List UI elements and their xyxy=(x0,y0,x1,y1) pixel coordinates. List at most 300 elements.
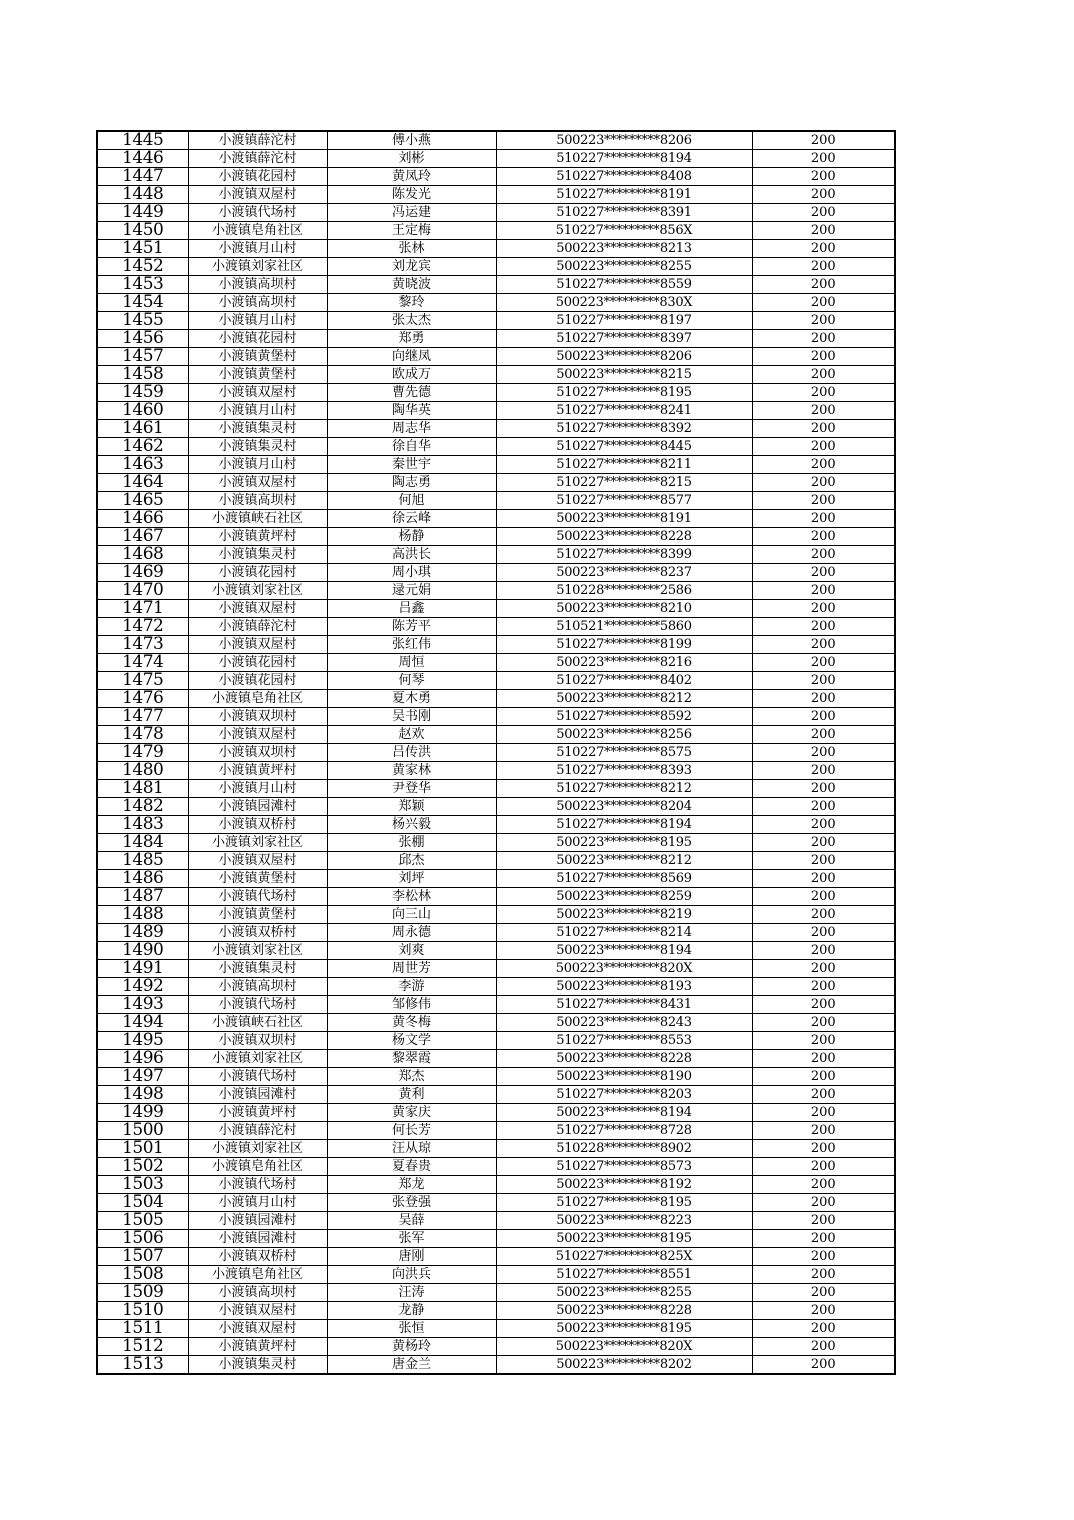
name-cell: 龙静 xyxy=(327,1302,496,1320)
village-cell: 小渡镇月山村 xyxy=(188,402,327,420)
id-number-cell: 500223*********820X xyxy=(496,1338,752,1356)
row-number-cell: 1509 xyxy=(97,1284,188,1302)
row-number-cell: 1472 xyxy=(97,618,188,636)
row-number-cell: 1448 xyxy=(97,186,188,204)
id-number-cell: 510227*********8199 xyxy=(496,636,752,654)
name-cell: 郑颖 xyxy=(327,798,496,816)
row-number-cell: 1476 xyxy=(97,690,188,708)
name-cell: 何琴 xyxy=(327,672,496,690)
table-row xyxy=(97,168,895,186)
village-cell: 小渡镇花园村 xyxy=(188,654,327,672)
village-cell: 小渡镇代场村 xyxy=(188,1176,327,1194)
row-number-cell: 1466 xyxy=(97,510,188,528)
amount-cell: 200 xyxy=(752,366,895,384)
table-row xyxy=(97,1248,895,1266)
village-cell: 小渡镇高坝村 xyxy=(188,492,327,510)
village-cell: 小渡镇黄堡村 xyxy=(188,906,327,924)
name-cell: 郑勇 xyxy=(327,330,496,348)
amount-cell: 200 xyxy=(752,528,895,546)
table-row xyxy=(97,492,895,510)
amount-cell: 200 xyxy=(752,420,895,438)
name-cell: 陈芳平 xyxy=(327,618,496,636)
amount-cell: 200 xyxy=(752,240,895,258)
table-row xyxy=(97,131,895,150)
village-cell: 小渡镇刘家社区 xyxy=(188,258,327,276)
name-cell: 张棚 xyxy=(327,834,496,852)
table-row xyxy=(97,1158,895,1176)
row-number-cell: 1500 xyxy=(97,1122,188,1140)
table-row xyxy=(97,834,895,852)
village-cell: 小渡镇薛沱村 xyxy=(188,150,327,168)
amount-cell: 200 xyxy=(752,1158,895,1176)
id-number-cell: 500223*********8190 xyxy=(496,1068,752,1086)
row-number-cell: 1497 xyxy=(97,1068,188,1086)
amount-cell: 200 xyxy=(752,654,895,672)
id-number-cell: 510227*********8431 xyxy=(496,996,752,1014)
id-number-cell: 510227*********8553 xyxy=(496,1032,752,1050)
table-row xyxy=(97,906,895,924)
village-cell: 小渡镇代场村 xyxy=(188,996,327,1014)
row-number-cell: 1454 xyxy=(97,294,188,312)
row-number-cell: 1496 xyxy=(97,1050,188,1068)
id-number-cell: 500223*********8191 xyxy=(496,510,752,528)
id-number-cell: 510227*********8402 xyxy=(496,672,752,690)
row-number-cell: 1494 xyxy=(97,1014,188,1032)
village-cell: 小渡镇集灵村 xyxy=(188,1356,327,1375)
id-number-cell: 500223*********8255 xyxy=(496,258,752,276)
village-cell: 小渡镇刘家社区 xyxy=(188,942,327,960)
amount-cell: 200 xyxy=(752,672,895,690)
table-row xyxy=(97,1302,895,1320)
id-number-cell: 510227*********8392 xyxy=(496,420,752,438)
row-number-cell: 1489 xyxy=(97,924,188,942)
name-cell: 周世芳 xyxy=(327,960,496,978)
row-number-cell: 1456 xyxy=(97,330,188,348)
row-number-cell: 1487 xyxy=(97,888,188,906)
amount-cell: 200 xyxy=(752,816,895,834)
subsidy-table xyxy=(96,130,896,1375)
amount-cell: 200 xyxy=(752,636,895,654)
row-number-cell: 1455 xyxy=(97,312,188,330)
amount-cell: 200 xyxy=(752,492,895,510)
name-cell: 张恒 xyxy=(327,1320,496,1338)
name-cell: 陶华英 xyxy=(327,402,496,420)
village-cell: 小渡镇峡石社区 xyxy=(188,1014,327,1032)
row-number-cell: 1493 xyxy=(97,996,188,1014)
village-cell: 小渡镇高坝村 xyxy=(188,978,327,996)
table-row xyxy=(97,384,895,402)
table-row xyxy=(97,708,895,726)
name-cell: 周小琪 xyxy=(327,564,496,582)
name-cell: 黄家林 xyxy=(327,762,496,780)
amount-cell: 200 xyxy=(752,204,895,222)
row-number-cell: 1446 xyxy=(97,150,188,168)
village-cell: 小渡镇双桥村 xyxy=(188,1248,327,1266)
id-number-cell: 500223*********820X xyxy=(496,960,752,978)
amount-cell: 200 xyxy=(752,276,895,294)
id-number-cell: 510227*********8397 xyxy=(496,330,752,348)
village-cell: 小渡镇双坝村 xyxy=(188,744,327,762)
id-number-cell: 500223*********8206 xyxy=(496,348,752,366)
village-cell: 小渡镇黄堡村 xyxy=(188,348,327,366)
name-cell: 黄晓波 xyxy=(327,276,496,294)
id-number-cell: 510227*********8214 xyxy=(496,924,752,942)
row-number-cell: 1457 xyxy=(97,348,188,366)
table-row xyxy=(97,258,895,276)
row-number-cell: 1484 xyxy=(97,834,188,852)
name-cell: 夏春贵 xyxy=(327,1158,496,1176)
amount-cell: 200 xyxy=(752,456,895,474)
village-cell: 小渡镇峡石社区 xyxy=(188,510,327,528)
table-row xyxy=(97,1320,895,1338)
id-number-cell: 500223*********8206 xyxy=(496,131,752,150)
table-row xyxy=(97,528,895,546)
table-row xyxy=(97,1050,895,1068)
village-cell: 小渡镇园滩村 xyxy=(188,798,327,816)
row-number-cell: 1490 xyxy=(97,942,188,960)
amount-cell: 200 xyxy=(752,1320,895,1338)
row-number-cell: 1498 xyxy=(97,1086,188,1104)
village-cell: 小渡镇园滩村 xyxy=(188,1086,327,1104)
village-cell: 小渡镇花园村 xyxy=(188,330,327,348)
name-cell: 吕鑫 xyxy=(327,600,496,618)
name-cell: 黄凤玲 xyxy=(327,168,496,186)
row-number-cell: 1482 xyxy=(97,798,188,816)
table-row xyxy=(97,690,895,708)
name-cell: 向继凤 xyxy=(327,348,496,366)
row-number-cell: 1505 xyxy=(97,1212,188,1230)
amount-cell: 200 xyxy=(752,1338,895,1356)
village-cell: 小渡镇月山村 xyxy=(188,240,327,258)
row-number-cell: 1481 xyxy=(97,780,188,798)
table-row xyxy=(97,204,895,222)
amount-cell: 200 xyxy=(752,330,895,348)
amount-cell: 200 xyxy=(752,1248,895,1266)
id-number-cell: 510227*********8195 xyxy=(496,384,752,402)
table-row xyxy=(97,510,895,528)
table-row xyxy=(97,1176,895,1194)
row-number-cell: 1452 xyxy=(97,258,188,276)
name-cell: 王定梅 xyxy=(327,222,496,240)
village-cell: 小渡镇皂角社区 xyxy=(188,1158,327,1176)
amount-cell: 200 xyxy=(752,582,895,600)
name-cell: 邹修伟 xyxy=(327,996,496,1014)
name-cell: 高洪长 xyxy=(327,546,496,564)
table-row xyxy=(97,1086,895,1104)
table-row xyxy=(97,330,895,348)
name-cell: 陈发光 xyxy=(327,186,496,204)
id-number-cell: 510227*********8573 xyxy=(496,1158,752,1176)
table-row xyxy=(97,546,895,564)
row-number-cell: 1453 xyxy=(97,276,188,294)
amount-cell: 200 xyxy=(752,762,895,780)
row-number-cell: 1477 xyxy=(97,708,188,726)
village-cell: 小渡镇双屋村 xyxy=(188,852,327,870)
table-row xyxy=(97,924,895,942)
name-cell: 吕传洪 xyxy=(327,744,496,762)
table-row xyxy=(97,1014,895,1032)
id-number-cell: 510227*********8212 xyxy=(496,780,752,798)
name-cell: 张登强 xyxy=(327,1194,496,1212)
amount-cell: 200 xyxy=(752,1230,895,1248)
row-number-cell: 1470 xyxy=(97,582,188,600)
id-number-cell: 510227*********8203 xyxy=(496,1086,752,1104)
row-number-cell: 1459 xyxy=(97,384,188,402)
id-number-cell: 510227*********856X xyxy=(496,222,752,240)
row-number-cell: 1464 xyxy=(97,474,188,492)
village-cell: 小渡镇黄堡村 xyxy=(188,366,327,384)
id-number-cell: 500223*********8212 xyxy=(496,852,752,870)
id-number-cell: 500223*********8255 xyxy=(496,1284,752,1302)
row-number-cell: 1491 xyxy=(97,960,188,978)
row-number-cell: 1513 xyxy=(97,1356,188,1375)
village-cell: 小渡镇月山村 xyxy=(188,780,327,798)
table-row xyxy=(97,150,895,168)
amount-cell: 200 xyxy=(752,1032,895,1050)
table-row xyxy=(97,1212,895,1230)
village-cell: 小渡镇集灵村 xyxy=(188,960,327,978)
name-cell: 向三山 xyxy=(327,906,496,924)
id-number-cell: 500223*********8237 xyxy=(496,564,752,582)
name-cell: 唐金兰 xyxy=(327,1356,496,1375)
name-cell: 汪涛 xyxy=(327,1284,496,1302)
row-number-cell: 1445 xyxy=(97,131,188,150)
name-cell: 黄杨玲 xyxy=(327,1338,496,1356)
row-number-cell: 1465 xyxy=(97,492,188,510)
row-number-cell: 1479 xyxy=(97,744,188,762)
table-row xyxy=(97,420,895,438)
name-cell: 郑杰 xyxy=(327,1068,496,1086)
village-cell: 小渡镇集灵村 xyxy=(188,420,327,438)
village-cell: 小渡镇黄坪村 xyxy=(188,1338,327,1356)
table-row xyxy=(97,294,895,312)
village-cell: 小渡镇皂角社区 xyxy=(188,690,327,708)
id-number-cell: 500223*********8195 xyxy=(496,1320,752,1338)
amount-cell: 200 xyxy=(752,834,895,852)
amount-cell: 200 xyxy=(752,888,895,906)
id-number-cell: 500223*********8195 xyxy=(496,834,752,852)
id-number-cell: 500223*********8219 xyxy=(496,906,752,924)
name-cell: 周永德 xyxy=(327,924,496,942)
id-number-cell: 500223*********8228 xyxy=(496,1050,752,1068)
table-row xyxy=(97,366,895,384)
village-cell: 小渡镇月山村 xyxy=(188,1194,327,1212)
name-cell: 黎翠霞 xyxy=(327,1050,496,1068)
name-cell: 张军 xyxy=(327,1230,496,1248)
name-cell: 黄利 xyxy=(327,1086,496,1104)
table-row xyxy=(97,852,895,870)
village-cell: 小渡镇高坝村 xyxy=(188,276,327,294)
village-cell: 小渡镇双屋村 xyxy=(188,726,327,744)
id-number-cell: 510227*********8592 xyxy=(496,708,752,726)
row-number-cell: 1488 xyxy=(97,906,188,924)
village-cell: 小渡镇双屋村 xyxy=(188,186,327,204)
id-number-cell: 510227*********8408 xyxy=(496,168,752,186)
table-row xyxy=(97,438,895,456)
village-cell: 小渡镇代场村 xyxy=(188,1068,327,1086)
row-number-cell: 1468 xyxy=(97,546,188,564)
id-number-cell: 500223*********8215 xyxy=(496,366,752,384)
amount-cell: 200 xyxy=(752,1176,895,1194)
row-number-cell: 1473 xyxy=(97,636,188,654)
table-row xyxy=(97,240,895,258)
amount-cell: 200 xyxy=(752,384,895,402)
village-cell: 小渡镇双屋村 xyxy=(188,1302,327,1320)
village-cell: 小渡镇双屋村 xyxy=(188,384,327,402)
row-number-cell: 1461 xyxy=(97,420,188,438)
id-number-cell: 510227*********8241 xyxy=(496,402,752,420)
village-cell: 小渡镇薛沱村 xyxy=(188,618,327,636)
id-number-cell: 500223*********8204 xyxy=(496,798,752,816)
name-cell: 欧成万 xyxy=(327,366,496,384)
name-cell: 黄冬梅 xyxy=(327,1014,496,1032)
name-cell: 郑龙 xyxy=(327,1176,496,1194)
table-row xyxy=(97,636,895,654)
amount-cell: 200 xyxy=(752,744,895,762)
amount-cell: 200 xyxy=(752,780,895,798)
row-number-cell: 1471 xyxy=(97,600,188,618)
amount-cell: 200 xyxy=(752,1266,895,1284)
table-row xyxy=(97,1194,895,1212)
id-number-cell: 510227*********8194 xyxy=(496,816,752,834)
amount-cell: 200 xyxy=(752,798,895,816)
village-cell: 小渡镇薛沱村 xyxy=(188,131,327,150)
table-row xyxy=(97,1032,895,1050)
amount-cell: 200 xyxy=(752,1104,895,1122)
name-cell: 杨静 xyxy=(327,528,496,546)
table-row xyxy=(97,1104,895,1122)
name-cell: 张红伟 xyxy=(327,636,496,654)
village-cell: 小渡镇高坝村 xyxy=(188,294,327,312)
id-number-cell: 500223*********8216 xyxy=(496,654,752,672)
name-cell: 唐刚 xyxy=(327,1248,496,1266)
village-cell: 小渡镇黄堡村 xyxy=(188,870,327,888)
village-cell: 小渡镇黄坪村 xyxy=(188,1104,327,1122)
table-row xyxy=(97,942,895,960)
id-number-cell: 510227*********825X xyxy=(496,1248,752,1266)
table-row xyxy=(97,672,895,690)
table-row xyxy=(97,402,895,420)
name-cell: 陶志勇 xyxy=(327,474,496,492)
name-cell: 向洪兵 xyxy=(327,1266,496,1284)
amount-cell: 200 xyxy=(752,960,895,978)
name-cell: 杨文学 xyxy=(327,1032,496,1050)
name-cell: 何旭 xyxy=(327,492,496,510)
id-number-cell: 500223*********8259 xyxy=(496,888,752,906)
table-row xyxy=(97,1338,895,1356)
table-row xyxy=(97,1230,895,1248)
amount-cell: 200 xyxy=(752,348,895,366)
table-row xyxy=(97,762,895,780)
table-row xyxy=(97,222,895,240)
amount-cell: 200 xyxy=(752,546,895,564)
amount-cell: 200 xyxy=(752,600,895,618)
id-number-cell: 510228*********8902 xyxy=(496,1140,752,1158)
row-number-cell: 1467 xyxy=(97,528,188,546)
village-cell: 小渡镇黄坪村 xyxy=(188,528,327,546)
id-number-cell: 510227*********8197 xyxy=(496,312,752,330)
name-cell: 黎玲 xyxy=(327,294,496,312)
amount-cell: 200 xyxy=(752,150,895,168)
amount-cell: 200 xyxy=(752,906,895,924)
name-cell: 邱杰 xyxy=(327,852,496,870)
row-number-cell: 1503 xyxy=(97,1176,188,1194)
row-number-cell: 1512 xyxy=(97,1338,188,1356)
id-number-cell: 510227*********8728 xyxy=(496,1122,752,1140)
table-row xyxy=(97,888,895,906)
village-cell: 小渡镇双坝村 xyxy=(188,1032,327,1050)
amount-cell: 200 xyxy=(752,474,895,492)
id-number-cell: 510227*********8391 xyxy=(496,204,752,222)
id-number-cell: 500223*********8193 xyxy=(496,978,752,996)
village-cell: 小渡镇集灵村 xyxy=(188,438,327,456)
amount-cell: 200 xyxy=(752,186,895,204)
row-number-cell: 1502 xyxy=(97,1158,188,1176)
row-number-cell: 1504 xyxy=(97,1194,188,1212)
table-row xyxy=(97,996,895,1014)
village-cell: 小渡镇月山村 xyxy=(188,456,327,474)
row-number-cell: 1449 xyxy=(97,204,188,222)
id-number-cell: 510227*********8575 xyxy=(496,744,752,762)
village-cell: 小渡镇花园村 xyxy=(188,672,327,690)
amount-cell: 200 xyxy=(752,294,895,312)
table-row xyxy=(97,870,895,888)
table-row xyxy=(97,456,895,474)
name-cell: 秦世宇 xyxy=(327,456,496,474)
village-cell: 小渡镇花园村 xyxy=(188,168,327,186)
amount-cell: 200 xyxy=(752,942,895,960)
id-number-cell: 510227*********8445 xyxy=(496,438,752,456)
id-number-cell: 510227*********8195 xyxy=(496,1194,752,1212)
row-number-cell: 1475 xyxy=(97,672,188,690)
row-number-cell: 1501 xyxy=(97,1140,188,1158)
id-number-cell: 510227*********8211 xyxy=(496,456,752,474)
id-number-cell: 500223*********8202 xyxy=(496,1356,752,1375)
table-row xyxy=(97,960,895,978)
row-number-cell: 1478 xyxy=(97,726,188,744)
row-number-cell: 1463 xyxy=(97,456,188,474)
id-number-cell: 500223*********8194 xyxy=(496,1104,752,1122)
amount-cell: 200 xyxy=(752,1356,895,1375)
table-row xyxy=(97,618,895,636)
table-body xyxy=(97,131,895,1374)
id-number-cell: 500223*********8195 xyxy=(496,1230,752,1248)
amount-cell: 200 xyxy=(752,978,895,996)
village-cell: 小渡镇高坝村 xyxy=(188,1284,327,1302)
amount-cell: 200 xyxy=(752,924,895,942)
name-cell: 赵欢 xyxy=(327,726,496,744)
table-row xyxy=(97,312,895,330)
id-number-cell: 500223*********8256 xyxy=(496,726,752,744)
village-cell: 小渡镇刘家社区 xyxy=(188,1140,327,1158)
table-row xyxy=(97,780,895,798)
table-row xyxy=(97,1266,895,1284)
amount-cell: 200 xyxy=(752,312,895,330)
id-number-cell: 510227*********8191 xyxy=(496,186,752,204)
amount-cell: 200 xyxy=(752,510,895,528)
amount-cell: 200 xyxy=(752,1122,895,1140)
table-row xyxy=(97,744,895,762)
row-number-cell: 1447 xyxy=(97,168,188,186)
name-cell: 杨兴毅 xyxy=(327,816,496,834)
amount-cell: 200 xyxy=(752,708,895,726)
table-row xyxy=(97,186,895,204)
id-number-cell: 510227*********8577 xyxy=(496,492,752,510)
amount-cell: 200 xyxy=(752,996,895,1014)
row-number-cell: 1485 xyxy=(97,852,188,870)
table-row xyxy=(97,474,895,492)
name-cell: 傅小燕 xyxy=(327,131,496,150)
